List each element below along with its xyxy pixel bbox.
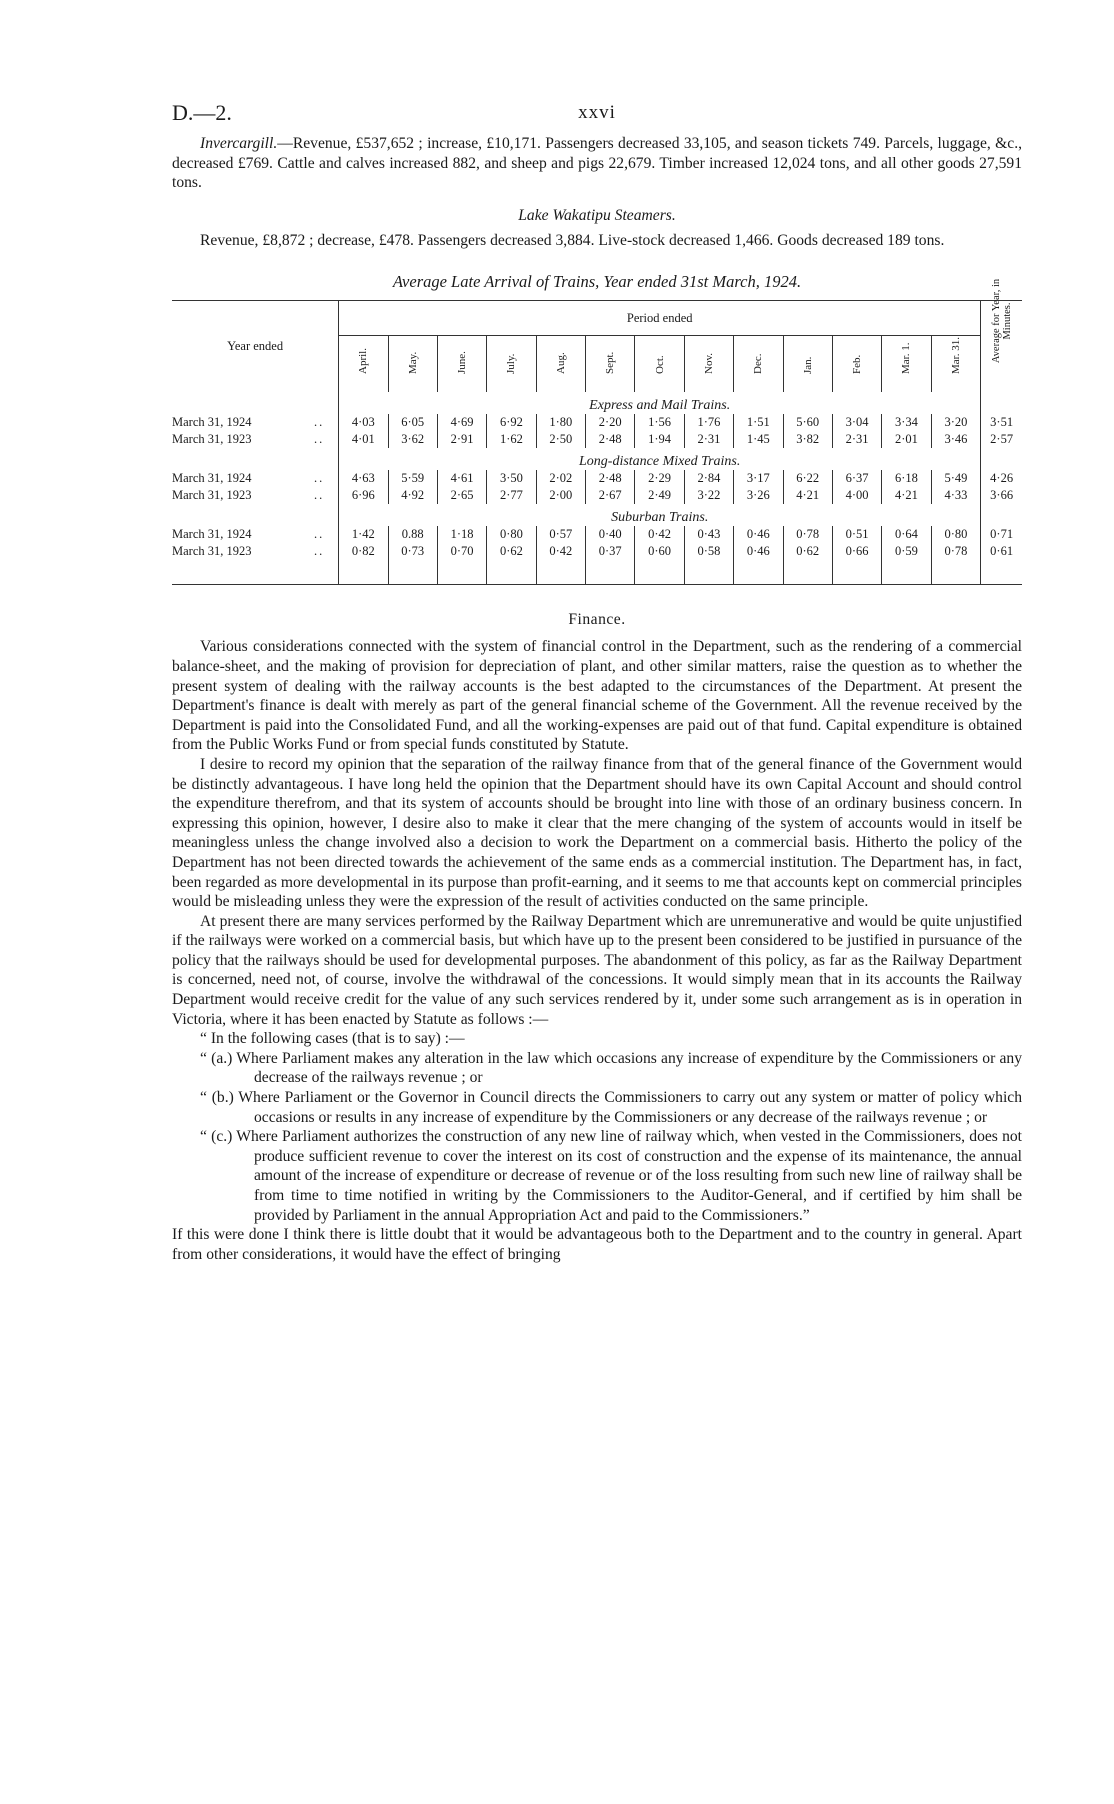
value-cell: 0·78 [931, 543, 981, 560]
value-cell: 1·18 [437, 526, 486, 543]
table-row [172, 414, 1022, 431]
value-cell: 2·01 [882, 431, 931, 448]
value-cell: 3·26 [734, 487, 783, 504]
invercargill-label: Invercargill. [200, 135, 278, 152]
average-cell: 3·66 [981, 487, 1022, 504]
value-cell: 4·33 [931, 487, 981, 504]
value-cell: 0·66 [832, 543, 881, 560]
value-cell: 2·29 [635, 470, 684, 487]
value-cell: 2·48 [586, 431, 635, 448]
value-cell: 4·21 [783, 487, 832, 504]
period-ended-header: Period ended [339, 301, 981, 336]
page-number: xxvi [578, 102, 616, 123]
value-cell: 0·78 [783, 526, 832, 543]
row-label: March 31, 1923 [172, 488, 252, 503]
invercargill-text: —Revenue, £537,652 ; increase, £10,171. Passengers decreased 33,105, and season tickets 749. Parcels, luggage, &c., decreased £769. Cattle and calves increased 882, and sheep and pigs 22,679. Timber increased 12,024 tons, and all other goods 27,591 tons. [172, 135, 1022, 192]
month-header: Mar. 31. [931, 336, 981, 393]
value-cell: 2·31 [832, 431, 881, 448]
average-cell: 4·26 [981, 470, 1022, 487]
statute-clause-a: “ (a.) Where Parliament makes any alteration in the law which occasions any increase of expenditure by the Commissioners or any decrease of the railways revenue ; or [200, 1049, 1022, 1087]
value-cell: 0·42 [536, 543, 585, 560]
value-cell: 0·58 [684, 543, 733, 560]
value-cell: 1·94 [635, 431, 684, 448]
average-cell: 0·71 [981, 526, 1022, 543]
value-cell: 2·48 [586, 470, 635, 487]
leader-dots: .. [313, 432, 325, 447]
value-cell: 5·60 [783, 414, 832, 431]
finance-paragraph-2: I desire to record my opinion that the separation of the railway finance from that of the general finance of the Government would be distinctly advantageous. I have long held the opinion that the Department should have its own Capital Account and should control the expenditure therefrom, and that its system of accounts should be brought into line with those of an ordinary business concern. In expressing this opinion, however, I desire also to make it clear that the mere changing of the system of accounts would in itself be meaningless unless the change involved also a decision to work the Department on a commercial basis. Hitherto the policy of the Department has not been directed towards the achievement of the same ends as a commercial institution. The Department has, in fact, been regarded as more developmental in its purpose than profit-earning, and it seems to me that accounts kept on commercial principles would be misleading unless they were the expression of the result of activities conducted on the same principle. [172, 755, 1022, 911]
row-label: March 31, 1924 [172, 527, 252, 542]
value-cell: 0·80 [487, 526, 536, 543]
value-cell: 0·37 [586, 543, 635, 560]
value-cell: 6·37 [832, 470, 881, 487]
steamers-heading: Lake Wakatipu Steamers. [518, 206, 676, 224]
month-header: Jan. [783, 336, 832, 393]
section-row [172, 448, 1022, 470]
average-cell: 0·61 [981, 543, 1022, 560]
value-cell: 3·82 [783, 431, 832, 448]
value-cell: 3·50 [487, 470, 536, 487]
section-row [172, 392, 1022, 414]
statute-quote-intro: “ In the following cases (that is to say) :— [200, 1030, 465, 1048]
value-cell: 0·42 [635, 526, 684, 543]
value-cell: 2·77 [487, 487, 536, 504]
value-cell: 2·91 [437, 431, 486, 448]
leader-dots: .. [313, 471, 325, 486]
leader-dots: .. [313, 544, 325, 559]
value-cell: 1·56 [635, 414, 684, 431]
value-cell: 6·18 [882, 470, 931, 487]
value-cell: 0·82 [339, 543, 388, 560]
table-row [172, 543, 1022, 560]
value-cell: 4·00 [832, 487, 881, 504]
value-cell: 6·05 [388, 414, 437, 431]
value-cell: 2·84 [684, 470, 733, 487]
row-label: March 31, 1923 [172, 432, 252, 447]
value-cell: 2·49 [635, 487, 684, 504]
value-cell: 0·46 [734, 543, 783, 560]
section-title: Long-distance Mixed Trains. [339, 448, 981, 470]
value-cell: 4·61 [437, 470, 486, 487]
average-cell: 2·57 [981, 431, 1022, 448]
value-cell: 3·62 [388, 431, 437, 448]
value-cell: 1·62 [487, 431, 536, 448]
value-cell: 0.88 [388, 526, 437, 543]
value-cell: 6·96 [339, 487, 388, 504]
value-cell: 0·62 [487, 543, 536, 560]
value-cell: 2·31 [684, 431, 733, 448]
value-cell: 0·60 [635, 543, 684, 560]
value-cell: 4·03 [339, 414, 388, 431]
closing-paragraph: If this were done I think there is little doubt that it would be advantageous both to the Department and to the country in general. Apart from other considerations, it would have the effect of bringing [172, 1226, 1022, 1263]
table-row [172, 470, 1022, 487]
section-title: Express and Mail Trains. [339, 392, 981, 414]
value-cell: 0·59 [882, 543, 931, 560]
month-header: Sept. [586, 336, 635, 393]
value-cell: 2·50 [536, 431, 585, 448]
value-cell: 3·17 [734, 470, 783, 487]
value-cell: 1·51 [734, 414, 783, 431]
document-reference: D.—2. [172, 100, 232, 125]
month-header: Aug. [536, 336, 585, 393]
row-label: March 31, 1923 [172, 544, 252, 559]
month-header: Dec. [734, 336, 783, 393]
value-cell: 6·22 [783, 470, 832, 487]
table-row [172, 487, 1022, 504]
average-header: Average for Year, in Minutes. [981, 301, 1022, 393]
month-header: Nov. [684, 336, 733, 393]
leader-dots: .. [313, 415, 325, 430]
invercargill-paragraph [172, 134, 1022, 193]
value-cell: 0·57 [536, 526, 585, 543]
month-header: Feb. [832, 336, 881, 393]
value-cell: 3·46 [931, 431, 981, 448]
value-cell: 2·00 [536, 487, 585, 504]
value-cell: 0·43 [684, 526, 733, 543]
value-cell: 2·67 [586, 487, 635, 504]
finance-heading: Finance. [568, 611, 626, 629]
table-caption: Average Late Arrival of Trains, Year ended 31st March, 1924. [392, 272, 802, 292]
value-cell: 3·22 [684, 487, 733, 504]
value-cell: 5·49 [931, 470, 981, 487]
value-cell: 0·40 [586, 526, 635, 543]
month-header: July. [487, 336, 536, 393]
month-header: Mar. 1. [882, 336, 931, 393]
statute-clause-b: “ (b.) Where Parliament or the Governor in Council directs the Commissioners to carry out any system or matter of policy which occasions or results in any increase of expenditure by the Commissioners or any decrease of the railways revenue ; or [200, 1089, 1022, 1126]
steamers-paragraph: Revenue, £8,872 ; decrease, £478. Passengers decreased 3,884. Live-stock decreased 1,466. Goods decreased 189 tons. [200, 231, 945, 249]
value-cell: 4·21 [882, 487, 931, 504]
value-cell: 1·45 [734, 431, 783, 448]
value-cell: 0·62 [783, 543, 832, 560]
value-cell: 1·42 [339, 526, 388, 543]
value-cell: 4·69 [437, 414, 486, 431]
value-cell: 3·20 [931, 414, 981, 431]
row-label: March 31, 1924 [172, 415, 252, 430]
month-header: May. [388, 336, 437, 393]
value-cell: 0·46 [734, 526, 783, 543]
row-label: March 31, 1924 [172, 471, 252, 486]
finance-paragraph-3: At present there are many services performed by the Railway Department which are unremunerative and would be quite unjustified if the railways were worked on a commercial basis, but which have up to the present been considered to be justified in pursuance of the policy that the railways should be used for developmental purposes. The abandonment of this policy, as far as the Railway Department is concerned, need not, of course, involve the withdrawal of the concessions. It would simply mean that in its accounts the Railway Department would receive credit for the value of any such services rendered by it, under some such arrangement as is in operation in Victoria, where it has been enacted by Statute as follows :— [172, 912, 1022, 1028]
section-title: Suburban Trains. [339, 504, 981, 526]
value-cell: 2·20 [586, 414, 635, 431]
year-ended-header: Year ended [172, 301, 339, 393]
statute-clause-c: “ (c.) Where Parliament authorizes the construction of any new line of railway which, when vested in the Commissioners, does not produce sufficient revenue to cover the interest on its cost of construction and the expense of its maintenance, the annual amount of the increase of expenditure or decrease of revenue or of the loss resulting from such new line of railway shall be from time to time notified in writing by the Commissioners to the Auditor-General, and if certified by him shall be provided by Parliament in the annual Appropriation Act and paid to the Commissioners.” [200, 1128, 1022, 1224]
month-header: June. [437, 336, 486, 393]
month-header: Oct. [635, 336, 684, 393]
finance-paragraph-1: Various considerations connected with the system of financial control in the Department, such as the rendering of a commercial balance-sheet, and the making of provision for depreciation of plant, and other similar matters, raise the question as to whether the present system of dealing with the railway accounts is the best adapted to the circumstances of the Department. At present the Department's finance is dealt with merely as part of the general financial scheme of the Government. All the revenue received by the Department is paid into the Consolidated Fund, and all the working-expenses are paid out of that fund. Capital expenditure is obtained from the Public Works Fund or from special funds constituted by Statute. [172, 638, 1022, 754]
section-row [172, 504, 1022, 526]
page-header [172, 100, 1022, 134]
value-cell: 1·80 [536, 414, 585, 431]
value-cell: 4·01 [339, 431, 388, 448]
table-row [172, 526, 1022, 543]
value-cell: 4·63 [339, 470, 388, 487]
value-cell: 3·34 [882, 414, 931, 431]
leader-dots: .. [313, 488, 325, 503]
average-cell: 3·51 [981, 414, 1022, 431]
value-cell: 0·70 [437, 543, 486, 560]
month-header: April. [339, 336, 388, 393]
leader-dots: .. [313, 527, 325, 542]
value-cell: 4·92 [388, 487, 437, 504]
value-cell: 0·51 [832, 526, 881, 543]
value-cell: 0·73 [388, 543, 437, 560]
document-page [172, 100, 1022, 1264]
value-cell: 2·65 [437, 487, 486, 504]
value-cell: 2·02 [536, 470, 585, 487]
value-cell: 0·80 [931, 526, 981, 543]
value-cell: 1·76 [684, 414, 733, 431]
table-row [172, 431, 1022, 448]
value-cell: 5·59 [388, 470, 437, 487]
value-cell: 0·64 [882, 526, 931, 543]
value-cell: 6·92 [487, 414, 536, 431]
value-cell: 3·04 [832, 414, 881, 431]
